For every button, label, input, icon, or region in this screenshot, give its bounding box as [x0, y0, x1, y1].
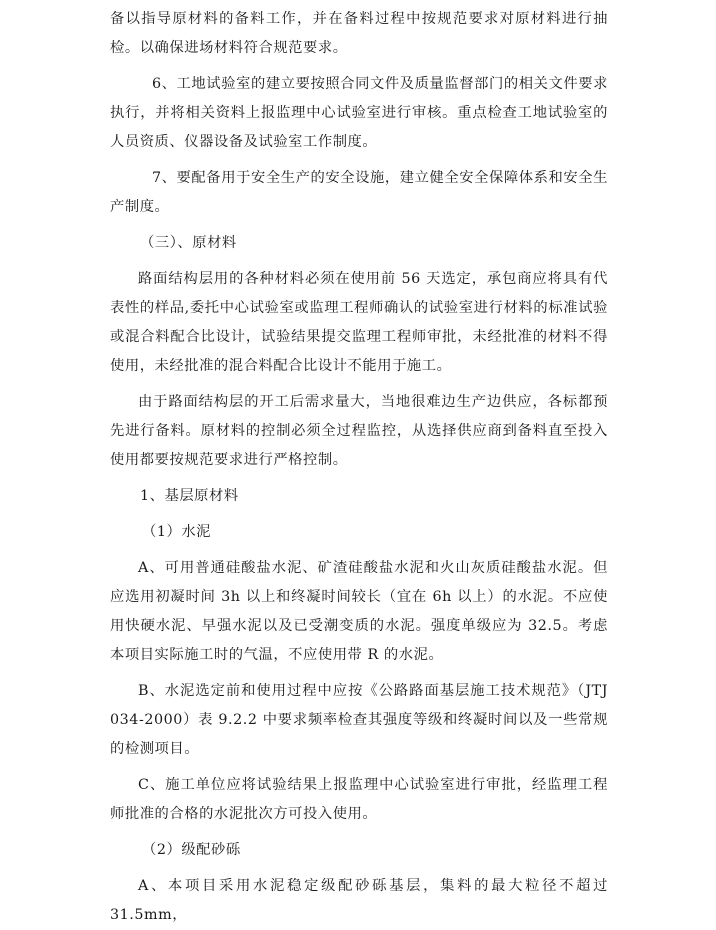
- paragraph-material-control: 由于路面结构层的开工后需求量大，当地很难边生产边供应，各标都预先进行备料。原材料的控制必须全过程监控，从选择供应商到备料直至投入使用都要按规范要求进行严格控制。: [110, 394, 608, 468]
- paragraph-item-7-safety: 7、要配备用于安全生产的安全设施，建立健全安全保障体系和安全生产制度。: [110, 170, 608, 215]
- paragraph-item-6-site-lab: 6、工地试验室的建立要按照合同文件及质量监督部门的相关文件要求执行，并将相关资料上报监理中心试验室进行审核。重点检查工地试验室的人员资质、仪器设备及试验室工作制度。: [110, 76, 608, 150]
- section-heading-raw-materials: （三）、原材料: [140, 235, 237, 251]
- document-body: [110, 5, 608, 930]
- paragraph-cement-b: B、水泥选定前和使用过程中应按《公路路面基层施工技术规范》（JTJ 034-2000）表 9.2.2 中要求频率检查其强度等级和终凝时间以及一些常规的检测项目。: [110, 683, 608, 757]
- paragraph-cement-c: C、施工单位应将试验结果上报监理中心试验室进行审批，经监理工程师批准的合格的水泥批次方可投入使用。: [110, 777, 608, 822]
- paragraph-material-prep-continued: 备以指导原材料的备料工作，并在备料过程中按规范要求对原材料进行抽检。以确保进场材料符合规范要求。: [110, 11, 608, 56]
- paragraph-gravel-a: A、本项目采用水泥稳定级配砂砾基层，集料的最大粒径不超过 31.5mm，: [110, 878, 608, 923]
- subheading-base-materials: 1、基层原材料: [140, 488, 239, 504]
- paragraph-material-selection: 路面结构层用的各种材料必须在使用前 56 天选定，承包商应将具有代表性的样品,委托中心试验室或监理工程师确认的试验室进行材料的标准试验或混合料配合比设计，试验结果提交监理工程师审批，未经批准的材料不得使用，未经批准的混合料配合比设计不能用于施工。: [110, 271, 608, 374]
- subheading-cement: （1）水泥: [142, 524, 212, 540]
- subheading-graded-gravel: （2）级配砂砾: [142, 842, 241, 858]
- paragraph-cement-a: A、可用普通硅酸盐水泥、矿渣硅酸盐水泥和火山灰质硅酸盐水泥。但应选用初凝时间 3h 以上和终凝时间较长（宜在 6h 以上）的水泥。不应使用快硬水泥、早强水泥以及已受潮变质的水泥。强度单级应为 32.5。考虑本项目实际施工时的气温，不应使用带 R 的水泥。: [110, 560, 608, 663]
